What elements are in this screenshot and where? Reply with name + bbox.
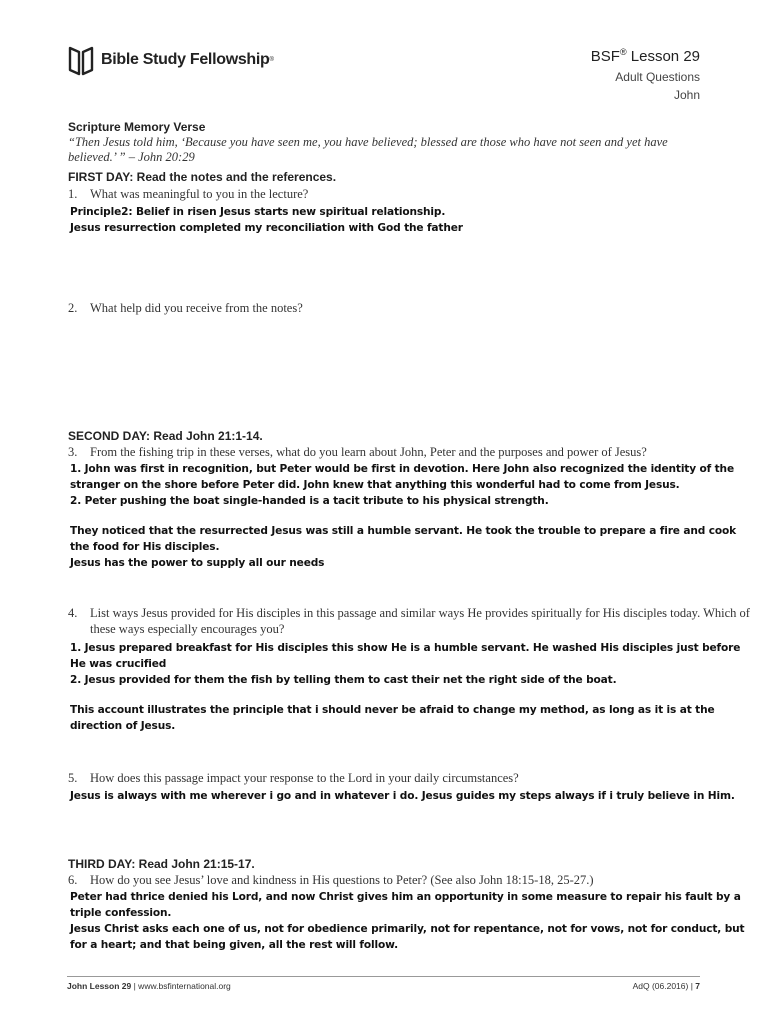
- question-6: 6. How do you see Jesus’ love and kindness in His questions to Peter? (See also John 18:15-18, 25-27.): [68, 873, 594, 887]
- logo-mark: ®: [269, 57, 274, 63]
- lesson-title: BSF® Lesson 29: [590, 47, 700, 65]
- book-logo-icon: [67, 44, 95, 76]
- logo-text: Bible Study Fellowship: [101, 51, 270, 68]
- question-4: 4. List ways Jesus provided for His disciples in this passage and similar ways He provides spiritually for His disciples today. Which of these ways especially encourages you?: [68, 606, 750, 636]
- question-2: 2. What help did you receive from the notes?: [68, 301, 303, 315]
- answer-1: Principle2: Belief in risen Jesus starts new spiritual relationship. Jesus resurrection completed my reconciliation with God the father: [70, 206, 463, 234]
- answer-4: 1. Jesus prepared breakfast for His disciples this show He is a humble servant. He washed His disciples just before He was crucified 2. Jesus provided for them the fish by telling them to cast their net the right side of the boat. This account illustrates the principle that i should never be afraid to change my method, as long as it is at the direction of Jesus.: [70, 642, 741, 732]
- second-day-heading: SECOND DAY: Read John 21:1-14.: [68, 429, 263, 443]
- footer-left: John Lesson 29 | www.bsfinternational.org: [67, 981, 231, 991]
- memory-verse-label: Scripture Memory Verse: [68, 120, 206, 134]
- question-5: 5. How does this passage impact your response to the Lord in your daily circumstances?: [68, 771, 519, 785]
- page-number: 7: [695, 981, 700, 991]
- answer-3: 1. John was first in recognition, but Peter would be first in devotion. Here John also recognized the identity of the stranger on the shore before Peter did. John knew that anything this wonderful had to come from Jesus. 2. Peter pushing the boat single-handed is a tacit tribute to his physical strength. They noticed that the resurrected Jesus was still a humble servant. He took the trouble to prepare a fire and cook the food for His disciples. Jesus has the power to supply all our needs: [70, 463, 736, 569]
- footer-divider: [67, 976, 700, 977]
- footer-right: AdQ (06.2016) | 7: [632, 981, 700, 991]
- answer-6: Peter had thrice denied his Lord, and now Christ gives him an opportunity in some measure to repair his fault by a triple confession. Jesus Christ asks each one of us, not for obedience primarily, not for repentance, not for vows, not for conduct, but for a heart; and that being given, all the rest will follow.: [70, 891, 745, 951]
- lesson-heading: [591, 47, 700, 104]
- question-3: 3. From the fishing trip in these verses, what do you learn about John, Peter and the purposes and power of Jesus?: [68, 445, 647, 459]
- bsf-logo: [67, 44, 274, 76]
- memory-verse-text: “Then Jesus told him, ‘Because you have seen me, you have believed; blessed are those who have not seen and yet have believed.’ ” – John 20:29: [68, 135, 668, 164]
- first-day-heading: FIRST DAY: Read the notes and the references.: [68, 170, 337, 184]
- lesson-subtitle: Adult Questions: [615, 70, 700, 84]
- lesson-book: John: [673, 88, 700, 102]
- question-1: 1. What was meaningful to you in the lecture?: [68, 187, 309, 201]
- answer-5: Jesus is always with me wherever i go and in whatever i do. Jesus guides my steps always if i truly believe in Him.: [70, 790, 735, 802]
- third-day-heading: THIRD DAY: Read John 21:15-17.: [68, 857, 255, 871]
